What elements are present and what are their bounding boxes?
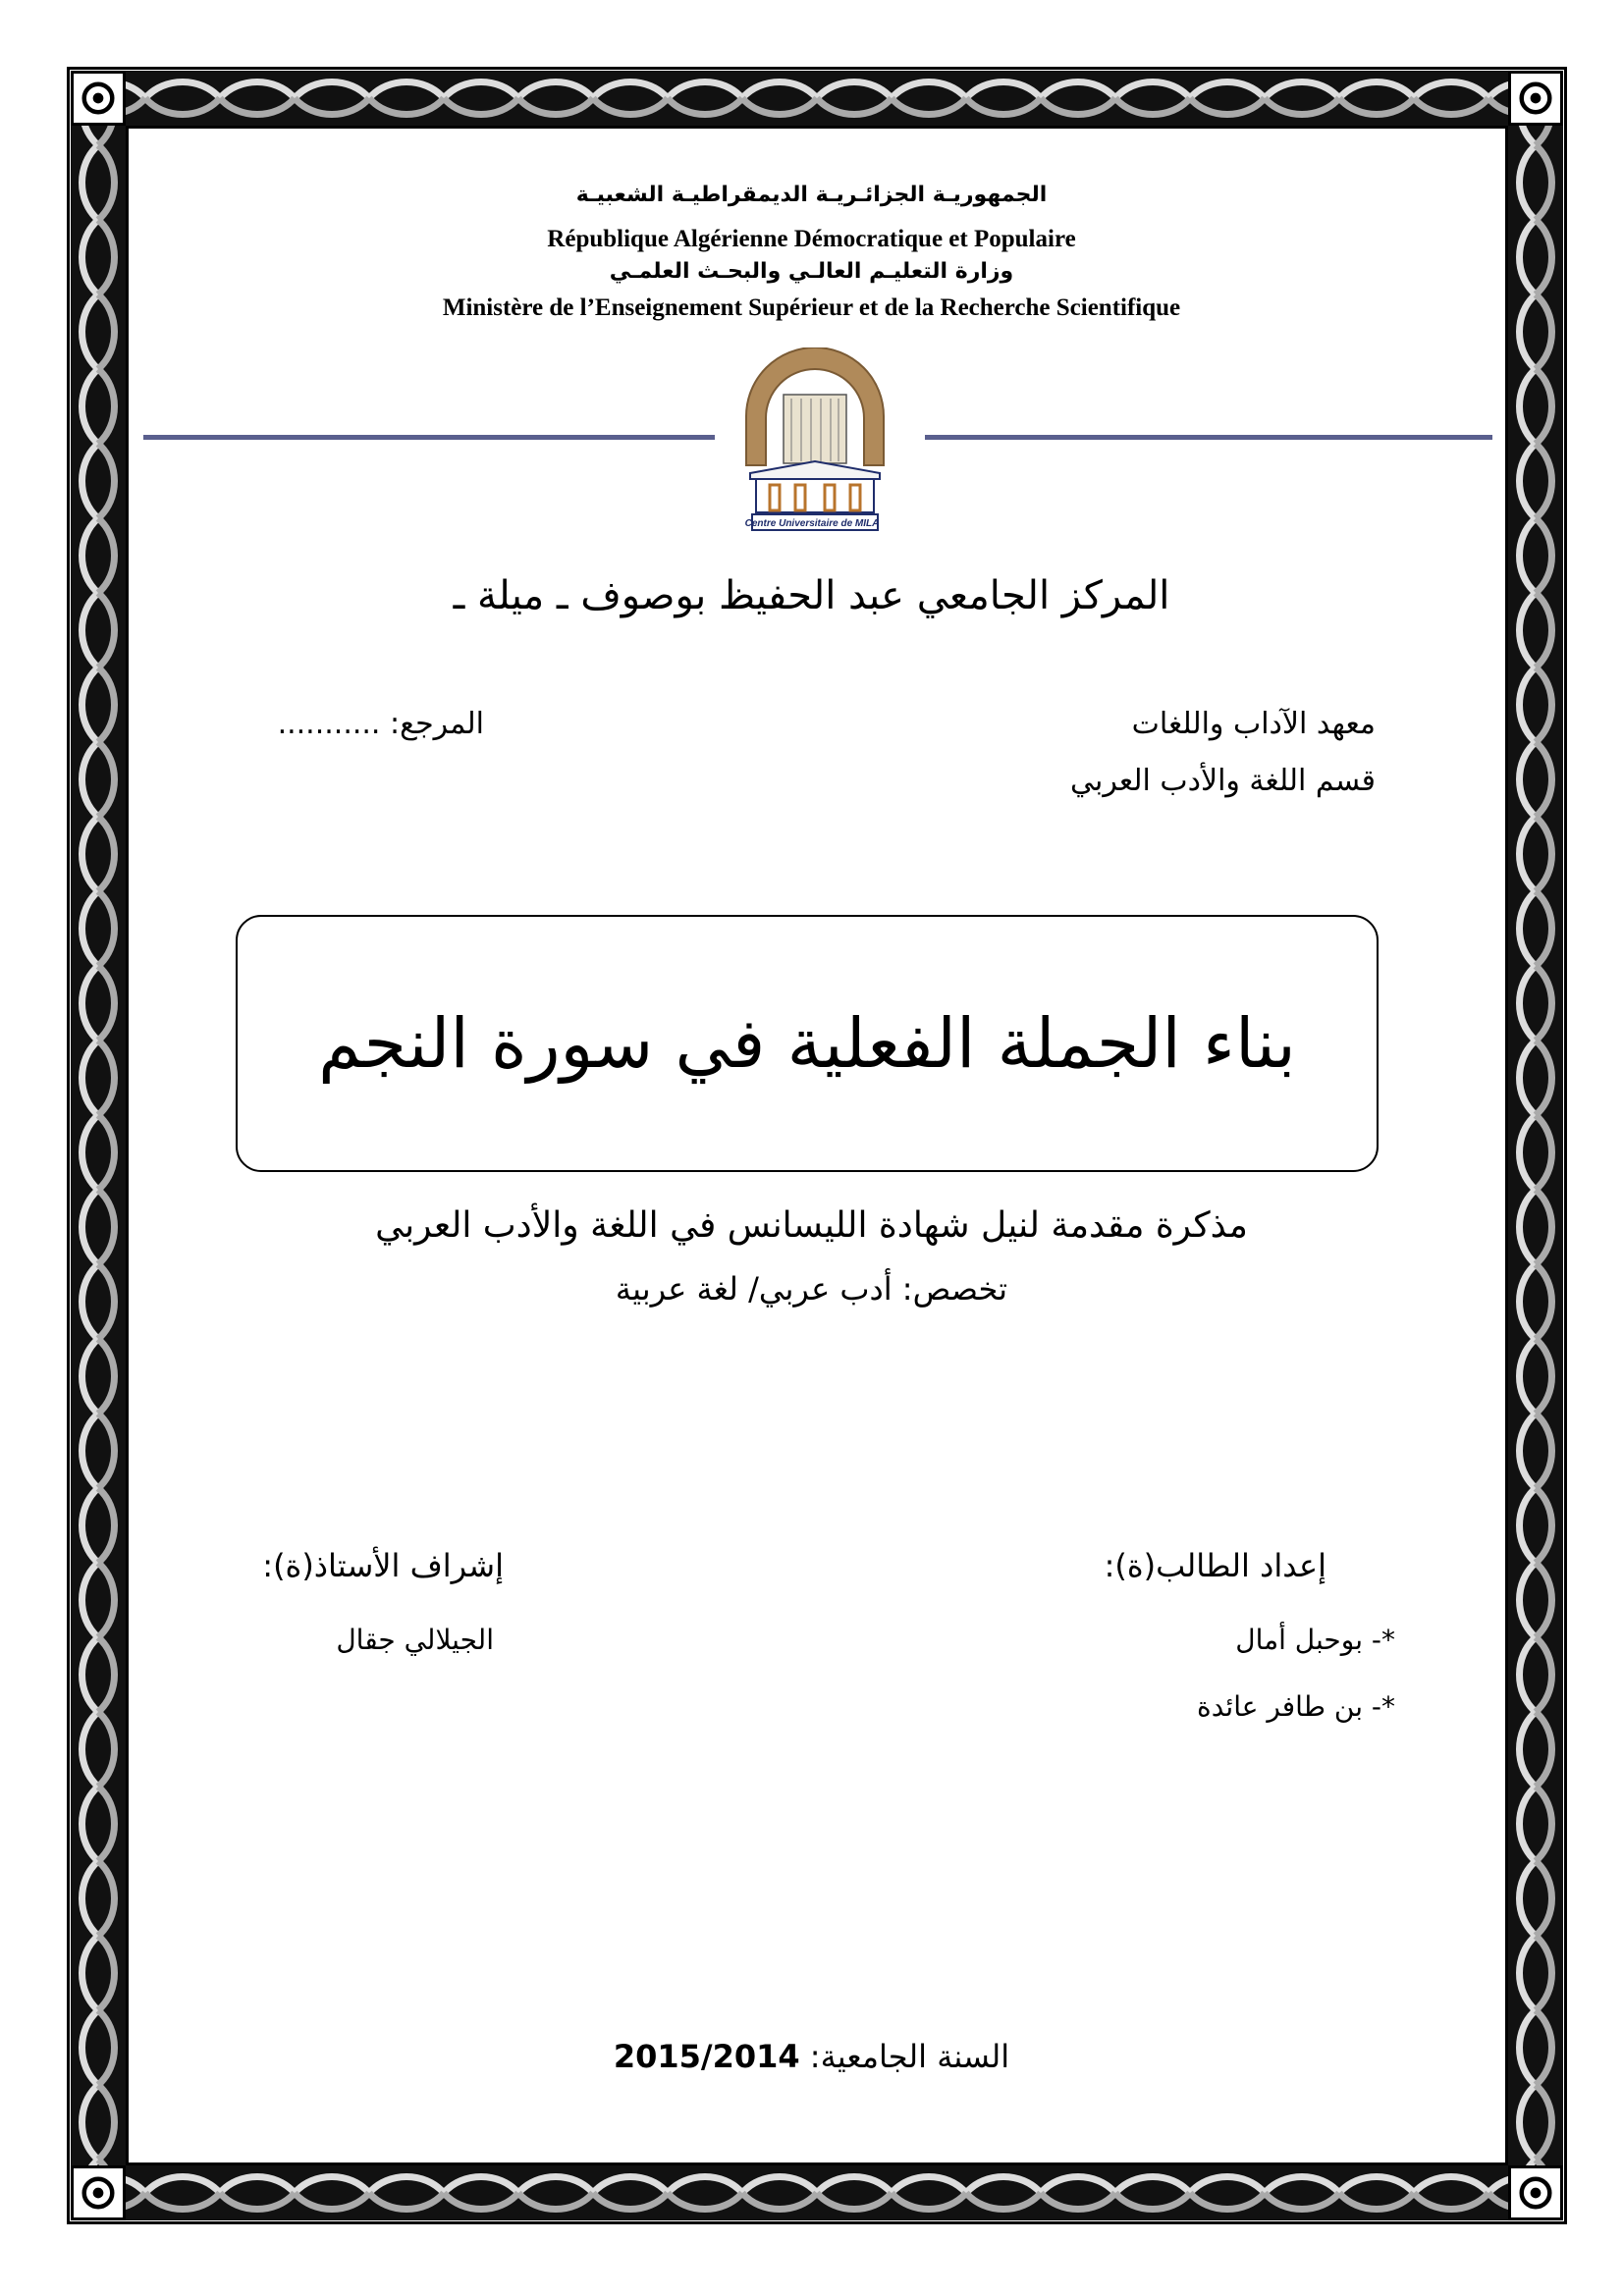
supervisor-heading: إشراف الأستاذ(ة): <box>262 1547 504 1584</box>
corner-ornament-icon <box>1508 2165 1563 2220</box>
academic-year <box>0 2038 1623 2075</box>
border-bottom-pattern <box>71 2165 1563 2220</box>
logo-caption: Centre Universitaire de MILA <box>744 518 880 529</box>
supervisor-name: الجيلالي جقال <box>336 1624 494 1656</box>
border-left-pattern <box>71 71 126 2220</box>
academic-year-label: السنة الجامعية: <box>799 2038 1010 2075</box>
reference-field: المرجع: ........... <box>277 707 484 741</box>
corner-ornament-icon <box>1508 71 1563 126</box>
border-right-pattern <box>1508 71 1563 2220</box>
specialty: تخصص: أدب عربي/ لغة عربية <box>615 1270 1008 1308</box>
header-rule-right <box>925 435 1492 440</box>
rope-pattern-right <box>1508 71 1563 2220</box>
students-heading: إعداد الطالب(ة): <box>1104 1547 1326 1584</box>
university-logo <box>727 347 903 540</box>
ministry-french: Ministère de l’Enseignement Supérieur et de la Recherche Scientifique <box>442 294 1181 321</box>
institute-name: معهد الآداب واللغات <box>1131 707 1376 741</box>
university-building-logo-icon <box>727 347 903 540</box>
thesis-title-box <box>236 915 1379 1172</box>
rope-pattern-bottom <box>71 2165 1563 2220</box>
republic-arabic: الجمهوريـة الجزائـريـة الديمقراطيـة الشعبيـة <box>575 183 1048 207</box>
ministry-arabic: وزارة التعليـم العالـي والبحـث العلمـي <box>609 259 1014 284</box>
institution-name: المركز الجامعي عبد الحفيظ بوصوف ـ ميلة ـ <box>453 573 1170 618</box>
rope-pattern-left <box>71 71 126 2220</box>
student-name: *- بوحبل أمال <box>1235 1624 1395 1656</box>
corner-ornament-icon <box>71 71 126 126</box>
republic-french: République Algérienne Démocratique et Populaire <box>547 226 1076 252</box>
academic-year-value: 2015/2014 <box>613 2038 800 2075</box>
department-name: قسم اللغة والأدب العربي <box>1069 764 1376 798</box>
student-name: *- بن طافر عائدة <box>1197 1690 1395 1723</box>
corner-ornament-icon <box>71 2165 126 2220</box>
degree-statement: مذكرة مقدمة لنيل شهادة الليسانس في اللغة والأدب العربي <box>375 1205 1248 1246</box>
thesis-title: بناء الجملة الفعلية في سورة النجم <box>318 1003 1296 1084</box>
border-top-pattern <box>71 71 1563 126</box>
header-rule-left <box>143 435 715 440</box>
rope-pattern-top <box>71 71 1563 126</box>
